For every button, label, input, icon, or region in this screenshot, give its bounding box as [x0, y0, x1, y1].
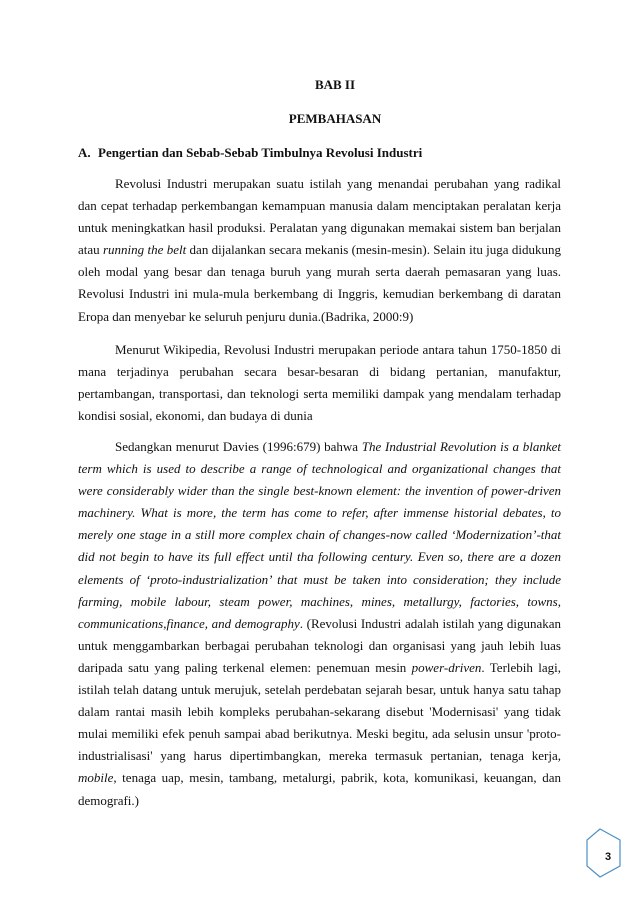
paragraph-3-mid: . (Revolusi Industri adalah istilah yang digunakan untuk menggambarkan berbagai perubahan teknologi dan organisasi yang jauh lebih luas daripada satu yang paling terkenal elemen: penemuan mesin [78, 615, 561, 675]
page-number: 3 [604, 851, 612, 863]
paragraph-1-rest: dan dijalankan secara mekanis (mesin-mesin). Selain itu juga didukung oleh modal yang besar dan tenaga buruh yang murah serta daerah pemasaran yang luas. Revolusi Industri ini mula-mula berkembang di Inggris, kemudian berkembang di daratan Eropa dan menyebar ke seluruh penjuru dunia.(Badrika, 2000:9) [78, 242, 562, 324]
section-letter: A. [78, 145, 91, 160]
paragraph-3-italic3: mobile [78, 770, 114, 786]
paragraph-3-intro: Sedangkan menurut Davies (1996:679) bahwa [115, 439, 362, 454]
paragraph-3-mid2: . Terlebih lagi, istilah telah datang untuk merujuk, setelah perdebatan sejarah besar, untuk hanya satu tahap dalam rantai masih lebih kompleks perubahan-sekarang disebut 'Modernisasi' yang tidak mulai memiliki efek penuh sampai abad berikutnya. Meski begitu, ada selusin unsur 'proto-industrialisasi' yang harus dipertimbangkan, mereka termasuk pertanian, tenaga kerja, [78, 659, 561, 764]
section-title: Pengertian dan Sebab-Sebab Timbulnya Revolusi Industri [98, 145, 423, 160]
paragraph-2 [78, 339, 561, 427]
chapter-number: BAB II [314, 77, 356, 92]
paragraph-3-quote: The Industrial Revolution is a blanket term which is used to describe a range of technological and organizational changes that were considerably wider than the single best-known element: the invention of power-driven machinery. What is more, the term has come to refer, after immense historial debates, to merely one stage in a still more complex chain of changes-now called ‘Modernization’-that did not begin to have its full effect until tha following century. Even so, there are a dozen elements of ‘proto-industrialization’ that must be taken into consideration; they include farming, mobile labour, steam power, machines, mines, metallurgy, factories, towns, communications,finance, and demography [78, 439, 561, 631]
chapter-title: PEMBAHASAN [288, 111, 382, 126]
paragraph-3-italic2: power-driven [411, 659, 482, 675]
paragraph-2-text: Menurut Wikipedia, Revolusi Industri merupakan periode antara tahun 1750-1850 di mana terjadinya perubahan secara besar-besaran di bidang pertanian, manufaktur, pertambangan, transportasi, dan teknologi serta memiliki dampak yang mendalam terhadap kondisi sosial, ekonomi, dan budaya di dunia [78, 342, 561, 424]
paragraph-1 [78, 173, 561, 328]
paragraph-3 [78, 436, 561, 812]
section-heading [78, 145, 422, 161]
paragraph-3-end: , tenaga uap, mesin, tambang, metalurgi, pabrik, kota, komunikasi, keuangan, dan demografi.) [78, 770, 561, 808]
paragraph-1-italic: running the belt [103, 242, 187, 258]
paragraph-1-text: Revolusi Industri merupakan suatu istilah yang menandai perubahan yang radikal dan cepat terhadap perkembangan kemampuan manusia dalam menciptakan peralatan kerja untuk meningkatkan hasil produksi. Peralatan yang digunakan memakai sistem ban berjalan atau [78, 176, 561, 258]
